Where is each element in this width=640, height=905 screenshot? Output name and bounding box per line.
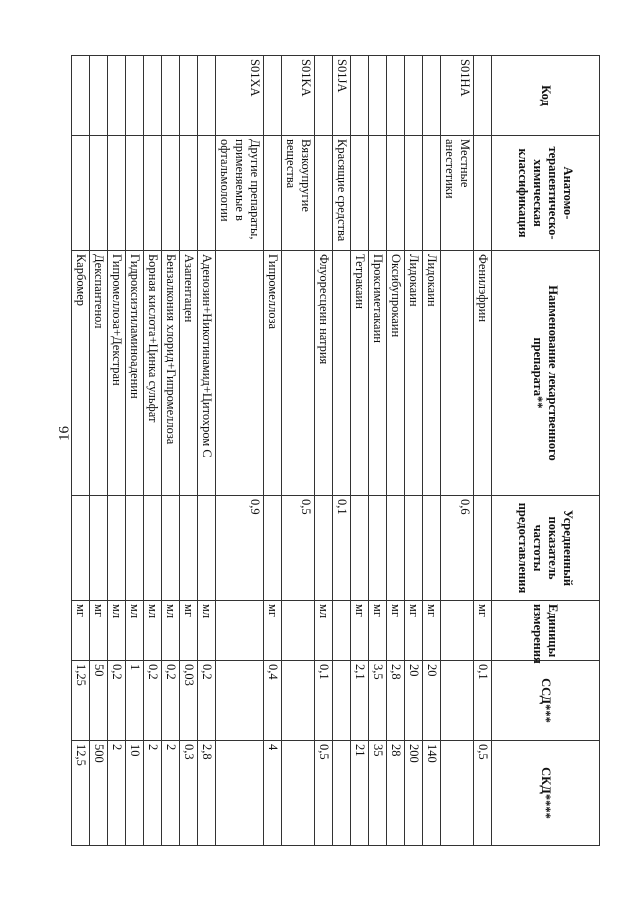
table-row [387,56,405,846]
cell-ssd: 20 [405,661,423,741]
cell-atc [405,136,423,251]
cell-skd: 10 [126,741,144,846]
cell-freq [126,496,144,601]
cell-atc: Красящие средства [333,136,351,251]
table-row [90,56,108,846]
cell-code: S01KA [282,56,315,136]
cell-freq: 0,9 [216,496,264,601]
cell-unit: мл [162,601,180,661]
table-row [264,56,282,846]
cell-freq [144,496,162,601]
cell-atc [126,136,144,251]
cell-unit: мг [405,601,423,661]
cell-code [423,56,441,136]
cell-skd: 500 [90,741,108,846]
cell-skd: 35 [369,741,387,846]
cell-atc [369,136,387,251]
cell-atc [90,136,108,251]
cell-unit: мг [351,601,369,661]
cell-code [198,56,216,136]
cell-freq [315,496,333,601]
cell-skd [441,741,474,846]
cell-ssd: 2,1 [351,661,369,741]
cell-atc: Другие препараты, применяемые в офтальмологии [216,136,264,251]
cell-freq: 0,5 [282,496,315,601]
cell-drug: Аденозин+Никотинамид+Цитохром С [198,251,216,496]
cell-unit: мг [474,601,492,661]
cell-code [264,56,282,136]
cell-freq [387,496,405,601]
cell-drug [333,251,351,496]
table-row [282,56,315,846]
cell-freq [162,496,180,601]
cell-unit [216,601,264,661]
cell-code [369,56,387,136]
cell-skd [333,741,351,846]
cell-drug: Азапентацен [180,251,198,496]
cell-skd: 12,5 [72,741,90,846]
cell-drug: Тетракаин [351,251,369,496]
cell-unit: мг [180,601,198,661]
cell-code [351,56,369,136]
cell-ssd: 1,25 [72,661,90,741]
cell-unit: мг [387,601,405,661]
cell-atc [108,136,126,251]
cell-skd: 4 [264,741,282,846]
cell-freq [72,496,90,601]
cell-freq [90,496,108,601]
page-number: 16 [56,426,73,441]
cell-ssd: 0,4 [264,661,282,741]
cell-freq [264,496,282,601]
cell-drug: Гипромеллоза+Декстран [108,251,126,496]
cell-atc: Местные анестетики [441,136,474,251]
cell-skd: 0,5 [315,741,333,846]
cell-skd: 2 [144,741,162,846]
cell-unit: мг [90,601,108,661]
table-row [126,56,144,846]
cell-code: S01XA [216,56,264,136]
cell-code [90,56,108,136]
cell-unit: мг [423,601,441,661]
cell-unit: мг [72,601,90,661]
cell-ssd: 50 [90,661,108,741]
cell-ssd: 0,03 [180,661,198,741]
cell-ssd [441,661,474,741]
cell-drug: Гидроксиэтиламиноаденин [126,251,144,496]
cell-code [126,56,144,136]
cell-skd: 2 [108,741,126,846]
cell-atc [423,136,441,251]
cell-atc [180,136,198,251]
cell-ssd: 0,2 [162,661,180,741]
cell-ssd: 0,2 [144,661,162,741]
cell-unit: мг [369,601,387,661]
col-header-ssd: ССД*** [492,661,600,741]
cell-unit: мл [144,601,162,661]
cell-ssd [216,661,264,741]
table-row [351,56,369,846]
table-row [180,56,198,846]
cell-code [144,56,162,136]
cell-freq: 0,1 [333,496,351,601]
cell-atc [315,136,333,251]
cell-code [315,56,333,136]
cell-atc [264,136,282,251]
cell-ssd: 0,1 [315,661,333,741]
cell-freq [180,496,198,601]
cell-atc [474,136,492,251]
cell-freq [108,496,126,601]
table-row [333,56,351,846]
cell-code [387,56,405,136]
cell-freq [474,496,492,601]
cell-skd [216,741,264,846]
cell-unit: мл [198,601,216,661]
col-header-freq: Усредненный показатель частоты предоставления [492,496,600,601]
cell-drug: Лидокаин [405,251,423,496]
cell-ssd: 0,2 [108,661,126,741]
table-row [315,56,333,846]
cell-code [474,56,492,136]
cell-ssd: 2,8 [387,661,405,741]
cell-ssd: 1 [126,661,144,741]
table-row [441,56,474,846]
table-row [405,56,423,846]
cell-freq [369,496,387,601]
table-body [72,56,492,846]
drug-table [71,55,600,846]
cell-freq: 0,6 [441,496,474,601]
cell-skd: 200 [405,741,423,846]
cell-ssd [333,661,351,741]
cell-freq [405,496,423,601]
cell-skd: 0,5 [474,741,492,846]
cell-drug: Оксибупрокаин [387,251,405,496]
cell-drug: Гипромеллоза [264,251,282,496]
cell-unit: мл [108,601,126,661]
cell-drug [441,251,474,496]
cell-unit [282,601,315,661]
cell-freq [351,496,369,601]
cell-skd: 0,3 [180,741,198,846]
cell-drug: Флуоресцеин натрия [315,251,333,496]
col-header-unit: Единицы измерения [492,601,600,661]
cell-atc [387,136,405,251]
cell-drug [282,251,315,496]
cell-ssd: 20 [423,661,441,741]
cell-skd: 21 [351,741,369,846]
table-row [216,56,264,846]
header-row [492,56,600,846]
cell-skd: 2,8 [198,741,216,846]
cell-skd [282,741,315,846]
col-header-code: Код [492,56,600,136]
cell-unit [441,601,474,661]
cell-code: S01HA [441,56,474,136]
col-header-atc: Анатомо-терапевтическо-химическая классификация [492,136,600,251]
cell-atc: Вязкоупругие вещества [282,136,315,251]
table-row [108,56,126,846]
cell-atc [72,136,90,251]
table-row [474,56,492,846]
cell-code [108,56,126,136]
cell-drug [216,251,264,496]
cell-skd: 28 [387,741,405,846]
cell-skd: 140 [423,741,441,846]
cell-code [180,56,198,136]
cell-unit: мл [126,601,144,661]
cell-drug: Борная кислота+Цинка сульфат [144,251,162,496]
cell-unit [333,601,351,661]
cell-atc [162,136,180,251]
cell-ssd [282,661,315,741]
cell-drug: Лидокаин [423,251,441,496]
table-row [198,56,216,846]
col-header-skd: СКД**** [492,741,600,846]
table-row [72,56,90,846]
cell-freq [423,496,441,601]
table-row [162,56,180,846]
cell-code: S01JA [333,56,351,136]
cell-drug: Карбомер [72,251,90,496]
cell-atc [351,136,369,251]
cell-code [72,56,90,136]
cell-ssd: 3,5 [369,661,387,741]
cell-ssd: 0,2 [198,661,216,741]
cell-skd: 2 [162,741,180,846]
cell-unit: мг [264,601,282,661]
cell-drug: Бензалкония хлорид+Гипромеллоза [162,251,180,496]
table-row [369,56,387,846]
cell-drug: Декспантенол [90,251,108,496]
cell-atc [144,136,162,251]
cell-code [162,56,180,136]
cell-drug: Проксиметакаин [369,251,387,496]
col-header-drug: Наименование лекарственного препарата** [492,251,600,496]
cell-ssd: 0,1 [474,661,492,741]
table-row [423,56,441,846]
cell-freq [198,496,216,601]
cell-drug: Фенилэфрин [474,251,492,496]
rotated-table-container [60,55,600,845]
cell-unit: мл [315,601,333,661]
cell-atc [198,136,216,251]
cell-code [405,56,423,136]
table-row [144,56,162,846]
